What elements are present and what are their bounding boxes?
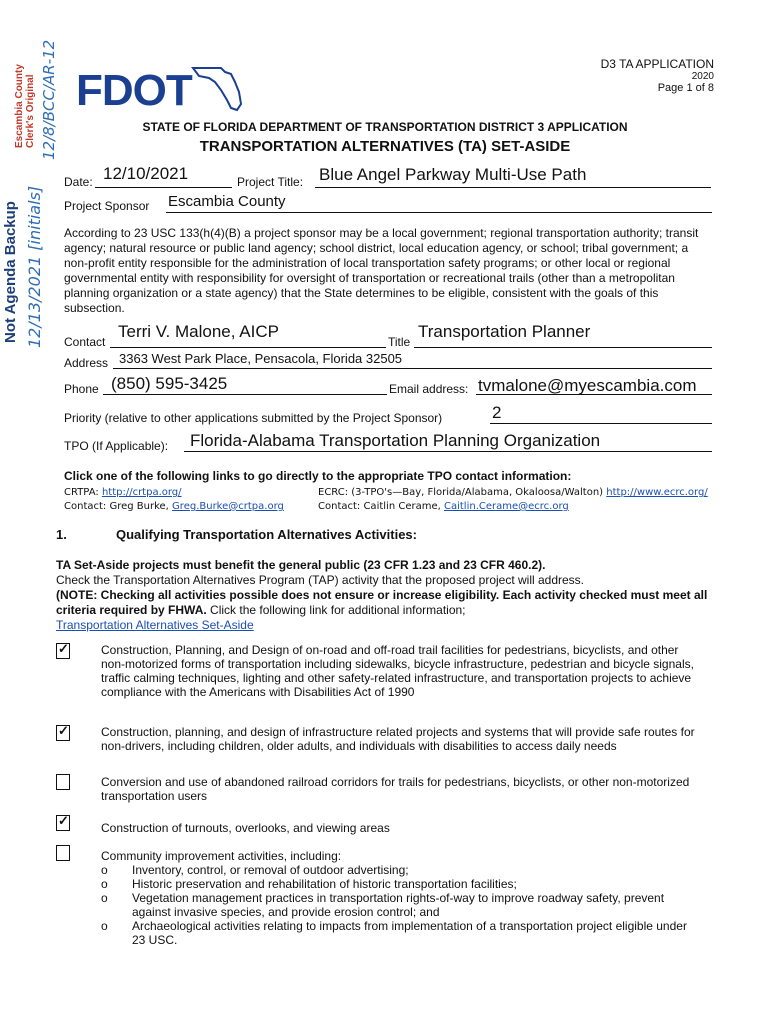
community-sub-list: [101, 863, 691, 947]
title-value: Transportation Planner: [418, 322, 591, 341]
phone-label: Phone: [64, 382, 99, 396]
app-label: D3 TA APPLICATION: [600, 57, 714, 71]
sub-item-text: Inventory, control, or removal of outdoor advertising;: [132, 863, 409, 877]
section1-note-rest: Click the following link for additional information;: [210, 603, 466, 617]
project-title-value: Blue Angel Parkway Multi-Use Path: [319, 165, 587, 184]
section1-note: [56, 588, 716, 618]
crtpa-block: [64, 486, 284, 514]
ecrc-email-link[interactable]: Caitlin.Cerame@ecrc.org: [443, 501, 569, 512]
clerk-stamp: [14, 64, 36, 148]
sub-item: [101, 891, 691, 919]
bullet: o: [101, 877, 108, 891]
phone-value: (850) 595-3425: [111, 374, 228, 393]
sponsor-description: According to 23 USC 133(h(4)(B) a project sponsor may be a local government; regional transportation authority; transit agency; natural resource or public land agency; school district, local education agency, or school; tribal government; a non-profit entity responsible for the administration of local transportation safety programs; or other local or regional governmental entity with responsibility for oversight of transportation or recreational trails (other than a metropolitan planning organization or a state agency) that the State determines to be eligible, consistent with the goals of this subsection.: [64, 226, 699, 315]
title-label: Title: [388, 335, 411, 349]
ecrc-contact-label: Contact: Caitlin Cerame,: [318, 501, 441, 512]
contact-value: Terri V. Malone, AICP: [118, 322, 279, 341]
checkmark-icon: ✓: [58, 813, 69, 828]
activity-checkbox-0[interactable]: [56, 643, 70, 659]
priority-value: 2: [492, 403, 502, 422]
doc-title-line2: TRANSPORTATION ALTERNATIVES (TA) SET-ASIDE: [199, 138, 571, 155]
sponsor-label: Project Sponsor: [64, 199, 150, 213]
fdot-logo-text: FDOT: [76, 66, 192, 115]
sub-item-text: Historic preservation and rehabilitation of historic transportation facilities;: [132, 877, 517, 891]
florida-map-icon: [191, 60, 251, 116]
contact-label: Contact: [64, 335, 106, 349]
activity-text-3: Construction of turnouts, overlooks, and viewing areas: [101, 821, 390, 835]
activity-text-2: Conversion and use of abandoned railroad corridors for trails for pedestrians, bicyclists, or other non-motorized transportation users: [101, 775, 690, 803]
tpo-value: Florida-Alabama Transportation Planning Organization: [190, 431, 601, 450]
date-value: 12/10/2021: [103, 164, 189, 183]
activity-text-1: Construction, planning, and design of infrastructure related projects and systems that will provide safe routes for non-drivers, including children, older adults, and individuals with disabilities to access daily needs: [101, 725, 695, 753]
crtpa-link[interactable]: http://crtpa.org/: [101, 487, 182, 498]
section1-title: Qualifying Transportation Alternatives Activities:: [116, 527, 417, 542]
bullet: o: [101, 863, 108, 877]
sponsor-value: Escambia County: [168, 193, 286, 210]
address-value: 3363 West Park Place, Pensacola, Florida 32505: [119, 351, 403, 366]
ecrc-block: [318, 486, 708, 514]
section1-note-bold: (NOTE: Checking all activities possible does not ensure or increase eligibility. Each activity checked must meet all criteria required by FHWA.: [56, 588, 708, 617]
app-year: 2020: [691, 71, 714, 82]
sub-item: [101, 877, 691, 891]
tpo-label: TPO (If Applicable):: [64, 439, 169, 453]
section1-intro: [56, 558, 716, 633]
bullet: o: [101, 891, 108, 905]
clerk-stamp-line2: Clerk's Original: [25, 74, 36, 148]
ecrc-label: ECRC: (3-TPO's—Bay, Florida/Alabama, Okaloosa/Walton): [318, 487, 604, 498]
sub-item-text: Vegetation management practices in transportation rights-of-way to improve roadway safety, prevent against invasive species, and provide erosion control; and: [132, 891, 665, 919]
sub-item: [101, 919, 691, 947]
priority-label: Priority (relative to other applications submitted by the Project Sponsor): [64, 411, 443, 425]
fdot-logo: [76, 66, 216, 122]
section1-number: 1.: [56, 527, 67, 542]
activity-checkbox-3[interactable]: [56, 815, 70, 831]
doc-title-line1: STATE OF FLORIDA DEPARTMENT OF TRANSPORTATION DISTRICT 3 APPLICATION: [142, 120, 628, 134]
email-value: tvmalone@myescambia.com: [478, 376, 697, 395]
priority-field[interactable]: [490, 408, 712, 424]
crtpa-label: CRTPA:: [64, 487, 99, 498]
activity-checkbox-2[interactable]: [56, 774, 70, 790]
checkmark-icon: ✓: [58, 723, 69, 738]
backup-stamp: Not Agenda Backup: [2, 201, 19, 343]
crtpa-contact-label: Contact: Greg Burke,: [64, 501, 169, 512]
email-label: Email address:: [389, 382, 469, 396]
tpo-links-heading: Click one of the following links to go directly to the appropriate TPO contact information:: [64, 469, 572, 483]
address-label: Address: [64, 356, 109, 370]
clerk-date-handwritten: 12/8/BCC/AR-12: [40, 39, 58, 160]
activity-checkbox-4[interactable]: [56, 845, 70, 861]
activity-text-0: Construction, Planning, and Design of on-road and off-road trail facilities for pedestrians, bicyclists, and other non-motorized forms of transportation including sidewalks, bicycle infrastructure, pedestrian and bicycle signals, traffic calming techniques, lighting and other safety-related infrastructure, and transportation projects to achieve compliance with the Americans with Disabilities Act of 1990: [101, 643, 694, 699]
header-right: [601, 57, 714, 94]
date-label: Date:: [64, 175, 93, 189]
sub-item-text: Archaeological activities relating to impacts from implementation of a transportation project eligible under 23 USC.: [132, 919, 687, 947]
backup-date-handwritten: 12/13/2021 [initials]: [25, 185, 44, 348]
page-number: Page 1 of 8: [657, 82, 714, 94]
clerk-stamp-line1: Escambia County: [14, 64, 25, 148]
section1-check-line: Check the Transportation Alternatives Program (TAP) activity that the proposed project will address.: [56, 573, 585, 587]
bullet: o: [101, 919, 108, 933]
sub-item: [101, 863, 691, 877]
crtpa-email-link[interactable]: Greg.Burke@crtpa.org: [172, 501, 284, 512]
project-title-label: Project Title:: [237, 175, 304, 189]
section1-bold-line: TA Set-Aside projects must benefit the general public (23 CFR 1.23 and 23 CFR 460.2).: [56, 558, 546, 572]
ecrc-link[interactable]: http://www.ecrc.org/: [606, 487, 708, 498]
activity-text-4: Community improvement activities, including:: [101, 849, 342, 863]
activity-checkbox-1[interactable]: [56, 725, 70, 741]
checkmark-icon: ✓: [58, 641, 69, 656]
ta-set-aside-link[interactable]: Transportation Alternatives Set-Aside: [56, 618, 254, 632]
